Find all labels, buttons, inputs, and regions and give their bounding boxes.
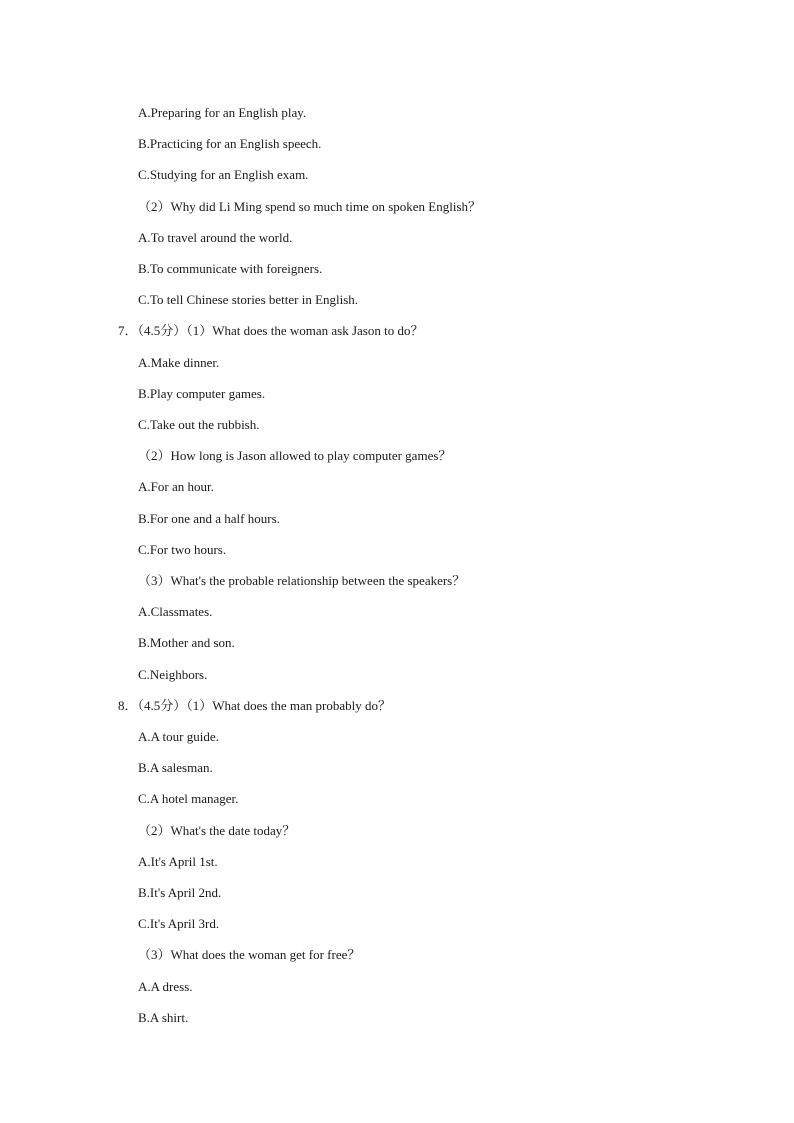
answer-option: B.It's April 2nd. (138, 885, 222, 900)
answer-option: A.Preparing for an English play. (138, 105, 307, 120)
answer-option: C.Take out the rubbish. (138, 417, 260, 432)
question-heading: 7．（4.5分）（1）What does the woman ask Jason to do？ (118, 323, 424, 338)
sub-question: （3）What does the woman get for free？ (138, 947, 361, 962)
answer-option: B.To communicate with foreigners. (138, 261, 323, 276)
answer-option: C.To tell Chinese stories better in English. (138, 292, 359, 307)
answer-option: B.A salesman. (138, 760, 213, 775)
answer-option: A.It's April 1st. (138, 854, 218, 869)
sub-question: （2）What's the date today？ (138, 823, 296, 838)
answer-option: B.Practicing for an English speech. (138, 136, 322, 151)
answer-option: C.A hotel manager. (138, 791, 239, 806)
answer-option: B.A shirt. (138, 1010, 189, 1025)
sub-question: （2）Why did Li Ming spend so much time on spoken English？ (138, 199, 482, 214)
answer-option: A.Classmates. (138, 604, 213, 619)
answer-option: C.For two hours. (138, 542, 227, 557)
question-heading: 8．（4.5分）（1）What does the man probably do？ (118, 698, 391, 713)
answer-option: A.A tour guide. (138, 729, 219, 744)
answer-option: C.It's April 3rd. (138, 916, 220, 931)
answer-option: B.Play computer games. (138, 386, 266, 401)
answer-option: C.Studying for an English exam. (138, 167, 309, 182)
sub-question: （3）What's the probable relationship between the speakers？ (138, 573, 466, 588)
sub-question: （2）How long is Jason allowed to play computer games？ (138, 448, 452, 463)
answer-option: A.Make dinner. (138, 355, 220, 370)
answer-option: A.To travel around the world. (138, 230, 293, 245)
answer-option: B.For one and a half hours. (138, 511, 280, 526)
answer-option: A.A dress. (138, 979, 193, 994)
answer-option: C.Neighbors. (138, 667, 208, 682)
answer-option: B.Mother and son. (138, 635, 235, 650)
answer-option: A.For an hour. (138, 479, 214, 494)
